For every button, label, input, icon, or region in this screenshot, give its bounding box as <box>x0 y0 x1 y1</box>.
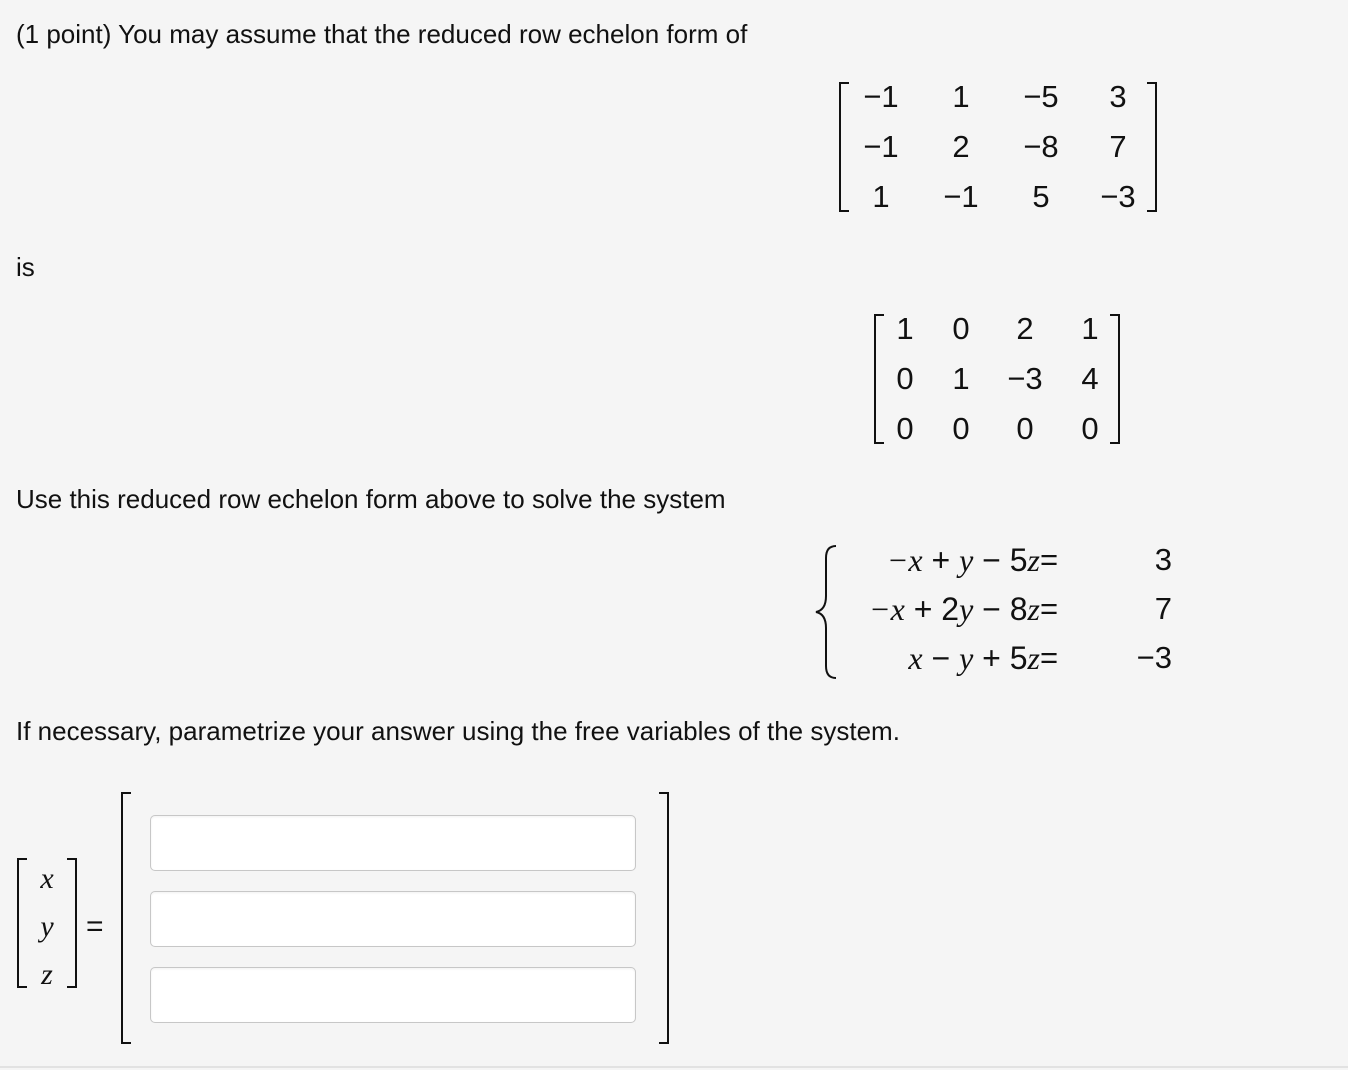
matrix-cell: −1 <box>863 129 899 164</box>
matrix-cell: −3 <box>1007 361 1043 396</box>
matrix-cell: 1 <box>896 311 914 346</box>
matrix-row <box>876 354 1118 404</box>
matrix-cell: −1 <box>863 79 899 114</box>
equation-row <box>812 542 1172 582</box>
equation-system <box>812 540 1172 684</box>
matrix-cell: 1 <box>952 79 970 114</box>
matrix-cell: 0 <box>952 311 970 346</box>
equals-sign: = <box>1040 640 1059 675</box>
equation-row <box>812 640 1172 680</box>
matrix-row <box>841 122 1155 172</box>
matrix-row <box>841 172 1155 222</box>
equation-lhs: x − y + 5z <box>908 640 1040 676</box>
equation-row <box>812 591 1172 631</box>
rref-matrix <box>874 311 1120 446</box>
equals-sign: = <box>1040 542 1059 577</box>
matrix-cell: 1 <box>1081 311 1099 346</box>
parametrize-instruction: If necessary, parametrize your answer using the free variables of the system. <box>16 716 900 746</box>
matrix-cell: −5 <box>1023 79 1059 114</box>
variable-y: y <box>40 910 54 943</box>
matrix-cell: 0 <box>1016 411 1034 446</box>
matrix-cell: 0 <box>1081 411 1099 446</box>
variable-z: z <box>41 958 53 991</box>
variable-vector <box>17 858 77 991</box>
matrix-row <box>876 304 1118 354</box>
coefficient-matrix <box>839 79 1157 214</box>
bottom-divider <box>0 1066 1348 1068</box>
matrix-cell: 3 <box>1109 79 1127 114</box>
matrix-cell: 2 <box>952 129 970 164</box>
equation-lhs: −x + y − 5z <box>886 542 1040 578</box>
matrix-row <box>841 72 1155 122</box>
matrix-cell: 5 <box>1032 179 1050 214</box>
equation-rhs: 7 <box>1154 591 1172 626</box>
answer-input-y[interactable] <box>150 891 636 947</box>
equation-lhs: −x + 2y − 8z <box>869 591 1040 627</box>
matrix-cell: 1 <box>872 179 890 214</box>
matrix-cell: −1 <box>943 179 979 214</box>
matrix-cell: −3 <box>1100 179 1136 214</box>
equation-rhs: 3 <box>1154 542 1172 577</box>
matrix-cell: 1 <box>952 361 970 396</box>
equation-rhs: −3 <box>1136 640 1172 675</box>
answer-equals-sign: = <box>86 910 104 943</box>
equals-sign: = <box>1040 591 1059 626</box>
is-label: is <box>16 252 35 282</box>
matrix-cell: 4 <box>1081 361 1099 396</box>
variable-x: x <box>40 862 54 895</box>
matrix-cell: −8 <box>1023 129 1059 164</box>
matrix-cell: 0 <box>952 411 970 446</box>
matrix-row <box>876 404 1118 454</box>
matrix-cell: 2 <box>1016 311 1034 346</box>
problem-intro: (1 point) You may assume that the reduced row echelon form of <box>16 19 748 49</box>
answer-input-x[interactable] <box>150 815 636 871</box>
matrix-cell: 7 <box>1109 129 1127 164</box>
answer-input-z[interactable] <box>150 967 636 1023</box>
matrix-cell: 0 <box>896 361 914 396</box>
use-instruction: Use this reduced row echelon form above to solve the system <box>16 484 726 514</box>
matrix-cell: 0 <box>896 411 914 446</box>
